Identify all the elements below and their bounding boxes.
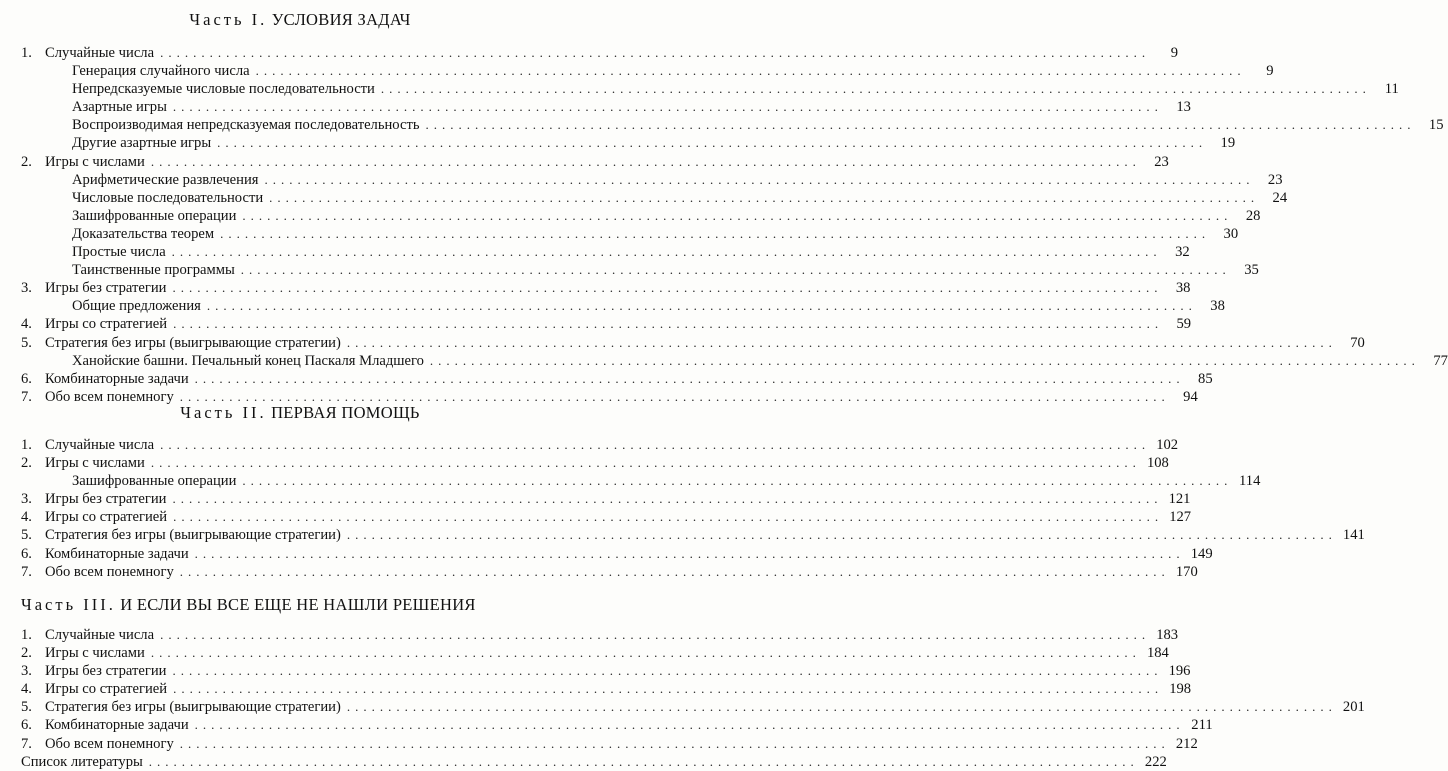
entry-title: Комбинаторные задачи — [45, 545, 189, 562]
entry-title: Игры без стратегии — [45, 663, 167, 680]
entry-number: 2. — [21, 645, 32, 662]
toc-entry — [21, 472, 1261, 490]
toc-entry — [21, 626, 1179, 644]
part2-toc — [21, 436, 1365, 581]
leader-dots: ........................................................................................................................ — [173, 681, 1164, 697]
entry-title: Доказательства теорем — [72, 225, 215, 242]
entry-number: 5. — [21, 334, 32, 351]
leader-dots: ........................................................................................................................ — [269, 189, 1260, 205]
entry-title: Список литературы — [21, 753, 143, 770]
leader-dots: ........................................................................................................................ — [179, 388, 1170, 404]
part1-title: УСЛОВИЯ ЗАДАЧ — [271, 10, 411, 29]
entry-number: 3. — [21, 663, 32, 680]
entry-page: 141 — [1342, 527, 1365, 544]
entry-title: Игры с числами — [45, 455, 145, 472]
toc-entry — [21, 279, 1191, 297]
entry-title: Стратегия без игры (выигрывающие стратегии) — [45, 699, 341, 716]
toc-entry — [21, 436, 1179, 454]
leader-dots: ........................................................................................................................ — [148, 753, 1139, 769]
leader-dots: ........................................................................................................................ — [240, 262, 1231, 278]
entry-number: 7. — [21, 388, 32, 405]
entry-title: Непредсказуемые числовые последовательности — [72, 81, 375, 98]
toc-entry — [21, 370, 1213, 388]
entry-page: 121 — [1168, 491, 1191, 508]
entry-page: 35 — [1244, 262, 1259, 279]
toc-entry — [21, 225, 1239, 243]
toc-entry — [21, 680, 1192, 698]
toc-entry — [21, 297, 1225, 315]
toc-entry — [21, 662, 1191, 680]
toc-entry — [21, 644, 1169, 662]
part2-heading — [0, 403, 600, 423]
entry-number: 1. — [21, 45, 32, 61]
toc-entry — [21, 116, 1444, 134]
toc-entry — [21, 189, 1288, 207]
entry-title: Простые числа — [72, 244, 166, 261]
entry-number: 5. — [21, 699, 32, 716]
entry-title: Игры без стратегии — [45, 491, 167, 508]
entry-title: Другие азартные игры — [72, 135, 212, 152]
entry-page: 114 — [1239, 473, 1261, 490]
leader-dots: ........................................................................................................................ — [346, 334, 1337, 350]
part1-label: Часть I. — [189, 10, 268, 29]
toc-entry — [21, 261, 1259, 279]
leader-dots: ........................................................................................................................ — [194, 370, 1185, 386]
entry-title: Числовые последовательности — [72, 189, 264, 206]
entry-number: 7. — [21, 735, 32, 752]
entry-page: 85 — [1198, 370, 1213, 387]
entry-number: 6. — [21, 370, 32, 387]
entry-title: Зашифрованные операции — [72, 473, 237, 490]
entry-page: 13 — [1176, 99, 1191, 116]
entry-page: 212 — [1175, 735, 1198, 752]
entry-page: 108 — [1146, 455, 1169, 472]
entry-title: Случайные числа — [45, 627, 155, 643]
leader-dots: ........................................................................................................................ — [194, 545, 1185, 561]
entry-number: 4. — [21, 316, 32, 333]
toc-entry — [21, 98, 1191, 116]
leader-dots: ........................................................................................................................ — [346, 699, 1337, 715]
entry-page: 198 — [1169, 681, 1192, 698]
toc-entry — [21, 508, 1192, 526]
entry-page: 23 — [1267, 171, 1283, 188]
entry-title: Арифметические развлечения — [72, 171, 259, 188]
toc-entry — [21, 698, 1365, 716]
leader-dots: ........................................................................................................................ — [425, 117, 1416, 133]
leader-dots: ........................................................................................................................ — [150, 455, 1141, 471]
entry-page: 183 — [1156, 627, 1179, 643]
entry-title: Азартные игры — [72, 99, 167, 116]
toc-entry — [21, 334, 1365, 352]
entry-number: 6. — [21, 545, 32, 562]
entry-title: Общие предложения — [72, 298, 201, 315]
leader-dots: ........................................................................................................................ — [255, 63, 1246, 79]
entry-title: Случайные числа — [45, 45, 155, 61]
entry-title: Игры со стратегией — [45, 316, 168, 333]
entry-number: 6. — [21, 717, 32, 734]
toc-entry — [21, 243, 1190, 261]
entry-page: 38 — [1175, 280, 1191, 297]
leader-dots: ........................................................................................................................ — [150, 153, 1141, 169]
entry-page: 94 — [1183, 388, 1198, 405]
entry-page: 170 — [1175, 563, 1198, 580]
toc-entry — [21, 207, 1261, 225]
entry-number: 4. — [21, 509, 32, 526]
leader-dots: ........................................................................................................................ — [172, 663, 1163, 679]
entry-title: Игры со стратегией — [45, 681, 168, 698]
entry-title: Обо всем понемногу — [45, 563, 174, 580]
leader-dots: ........................................................................................................................ — [179, 735, 1170, 751]
entry-page: 222 — [1144, 753, 1167, 770]
entry-title: Игры с числами — [45, 645, 145, 662]
leader-dots: ........................................................................................................................ — [172, 280, 1163, 296]
part1-heading — [0, 10, 600, 30]
leader-dots: ........................................................................................................................ — [346, 527, 1337, 543]
entry-title: Зашифрованные операции — [72, 207, 237, 224]
entry-title: Игры без стратегии — [45, 280, 167, 297]
part3-toc — [21, 626, 1365, 771]
leader-dots: ........................................................................................................................ — [242, 207, 1233, 223]
toc-entry — [21, 490, 1191, 508]
entry-page: 149 — [1190, 545, 1213, 562]
entry-title: Стратегия без игры (выигрывающие стратегии) — [45, 334, 341, 351]
entry-title: Ханойские башни. Печальный конец Паскаля Младшего — [72, 352, 424, 369]
entry-number: 2. — [21, 455, 32, 472]
entry-title: Обо всем понемногу — [45, 388, 174, 405]
entry-page: 30 — [1223, 225, 1239, 242]
entry-page: 11 — [1384, 81, 1399, 98]
entry-page: 211 — [1191, 717, 1213, 734]
toc-entry — [21, 171, 1283, 189]
entry-number: 7. — [21, 563, 32, 580]
leader-dots: ........................................................................................................................ — [150, 645, 1141, 661]
toc-entry — [21, 545, 1213, 563]
part3-label: Часть III. — [21, 595, 116, 614]
leader-dots: ........................................................................................................................ — [242, 473, 1233, 489]
toc-entry — [21, 352, 1448, 370]
entry-page: 102 — [1156, 437, 1179, 453]
entry-title: Игры со стратегией — [45, 509, 168, 526]
entry-page: 38 — [1210, 298, 1225, 315]
entry-page: 59 — [1176, 316, 1192, 333]
toc-entry — [21, 80, 1399, 98]
entry-page: 32 — [1175, 244, 1190, 261]
leader-dots: ........................................................................................................................ — [160, 437, 1151, 452]
entry-page: 23 — [1154, 153, 1169, 170]
toc-entry — [21, 134, 1236, 152]
toc-entry — [21, 153, 1169, 171]
toc-entry — [21, 454, 1169, 472]
entry-number: 5. — [21, 527, 32, 544]
entry-title: Случайные числа — [45, 437, 155, 453]
entry-page: 9 — [1266, 63, 1274, 80]
entry-title: Воспроизводимая непредсказуемая последовательность — [72, 117, 420, 134]
entry-page: 19 — [1220, 135, 1236, 152]
entry-page: 196 — [1168, 663, 1191, 680]
leader-dots: ........................................................................................................................ — [206, 298, 1197, 314]
entry-number: 2. — [21, 153, 32, 170]
leader-dots: ........................................................................................................................ — [220, 225, 1211, 241]
entry-title: Игры с числами — [45, 153, 145, 170]
leader-dots: ........................................................................................................................ — [173, 509, 1164, 525]
leader-dots: ........................................................................................................................ — [380, 81, 1371, 97]
leader-dots: ........................................................................................................................ — [179, 563, 1170, 579]
toc-entry — [21, 315, 1192, 333]
entry-number: 4. — [21, 681, 32, 698]
entry-number: 1. — [21, 437, 32, 453]
leader-dots: ........................................................................................................................ — [429, 352, 1420, 368]
entry-title: Комбинаторные задачи — [45, 717, 189, 734]
entry-page: 9 — [1170, 45, 1179, 61]
entry-page: 70 — [1350, 334, 1365, 351]
entry-title: Стратегия без игры (выигрывающие стратегии) — [45, 527, 341, 544]
entry-page: 77 — [1433, 352, 1448, 369]
leader-dots: ........................................................................................................................ — [171, 244, 1162, 260]
entry-number: 1. — [21, 627, 32, 643]
toc-entry — [21, 44, 1179, 62]
part1-toc — [21, 44, 1448, 406]
entry-page: 15 — [1428, 117, 1444, 134]
entry-number: 3. — [21, 280, 32, 297]
entry-page: 184 — [1146, 645, 1169, 662]
leader-dots: ........................................................................................................................ — [173, 316, 1164, 332]
part2-label: Часть II. — [180, 403, 267, 422]
toc-entry — [21, 753, 1167, 771]
entry-page: 201 — [1342, 699, 1365, 716]
entry-page: 24 — [1272, 189, 1288, 206]
leader-dots: ........................................................................................................................ — [160, 45, 1151, 60]
toc-entry — [21, 735, 1198, 753]
toc-entry — [21, 563, 1198, 581]
toc-entry — [21, 716, 1213, 734]
entry-number: 3. — [21, 491, 32, 508]
entry-page: 127 — [1169, 509, 1192, 526]
leader-dots: ........................................................................................................................ — [172, 99, 1163, 115]
entry-page: 28 — [1245, 207, 1261, 224]
entry-title: Комбинаторные задачи — [45, 370, 189, 387]
leader-dots: ........................................................................................................................ — [264, 171, 1255, 187]
part2-title: ПЕРВАЯ ПОМОЩЬ — [271, 403, 420, 422]
leader-dots: ........................................................................................................................ — [217, 135, 1208, 151]
leader-dots: ........................................................................................................................ — [194, 717, 1185, 733]
entry-title: Таинственные программы — [72, 262, 235, 279]
leader-dots: ........................................................................................................................ — [160, 627, 1151, 642]
entry-title: Обо всем понемногу — [45, 735, 174, 752]
toc-entry — [21, 62, 1274, 80]
part3-title: И ЕСЛИ ВЫ ВСЕ ЕЩЕ НЕ НАШЛИ РЕШЕНИЯ — [120, 595, 476, 614]
entry-title: Генерация случайного числа — [72, 63, 250, 80]
leader-dots: ........................................................................................................................ — [172, 491, 1163, 507]
part3-heading — [21, 595, 476, 615]
toc-entry — [21, 526, 1365, 544]
